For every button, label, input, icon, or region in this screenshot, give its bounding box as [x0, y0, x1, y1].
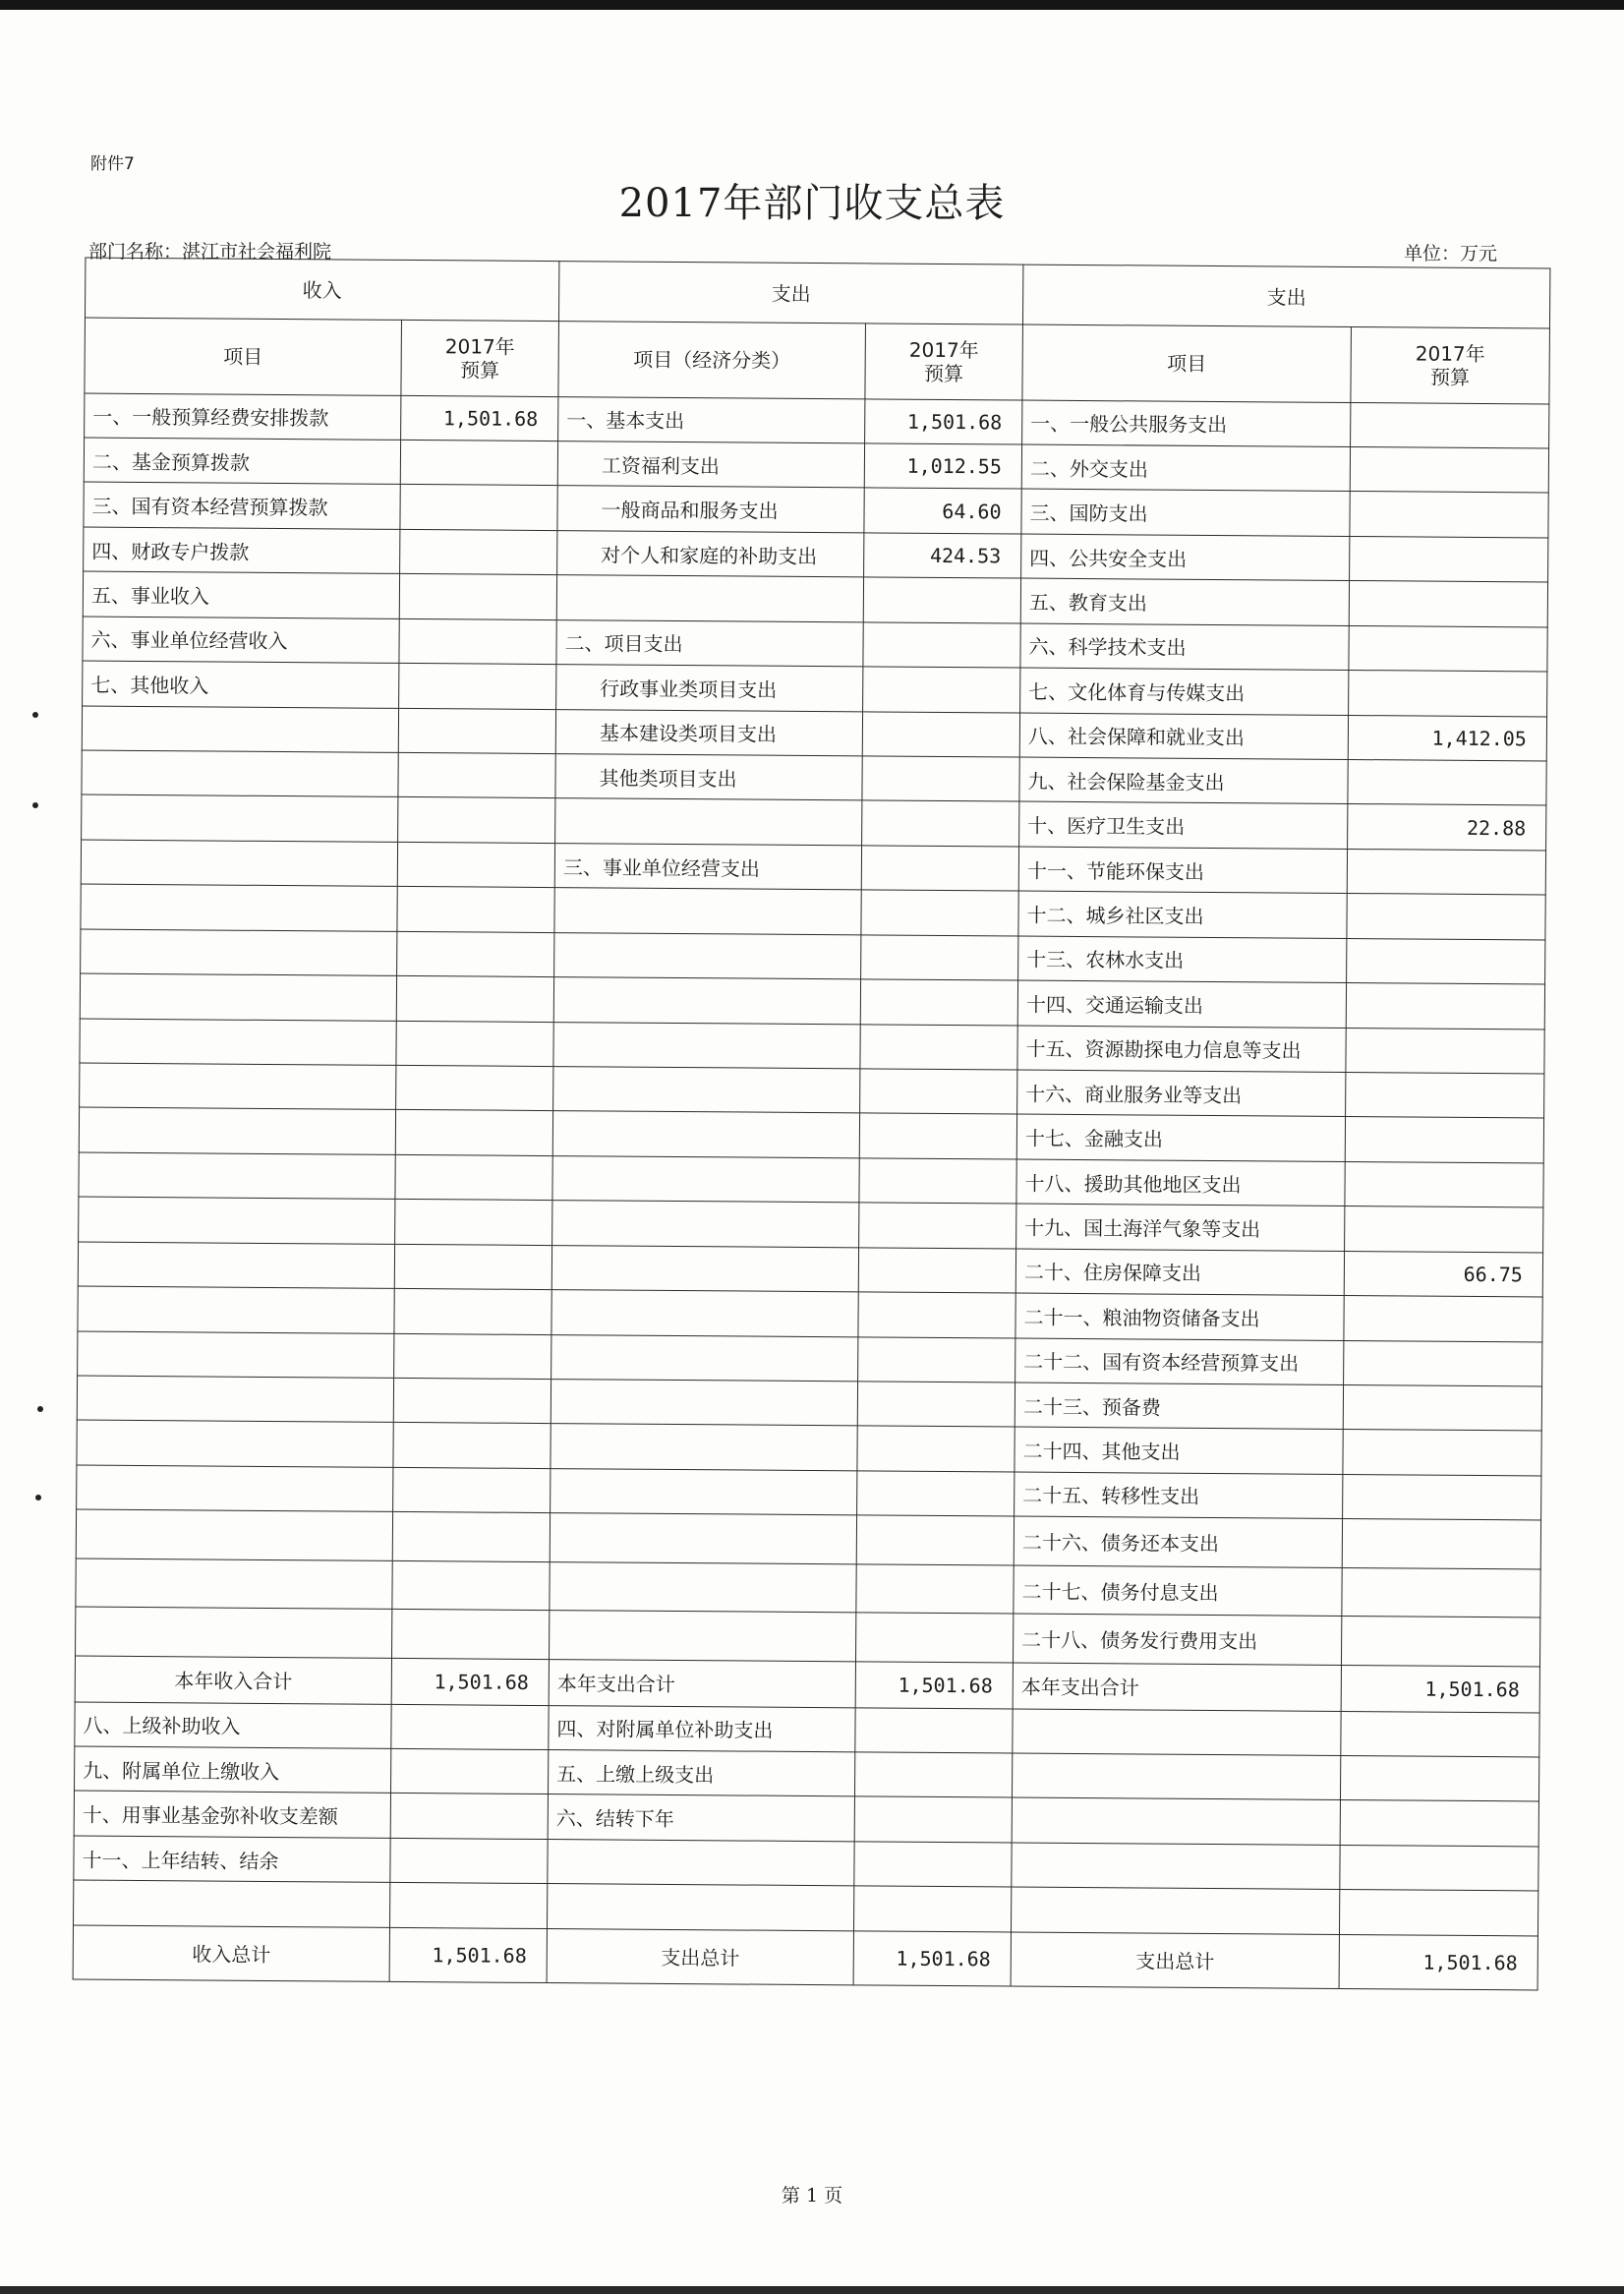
income-item-cell	[76, 1559, 392, 1610]
income-item-cell	[80, 1063, 396, 1110]
func-value-cell	[1350, 447, 1548, 494]
budget-table-sheet	[73, 258, 1550, 1991]
econ-value-cell	[862, 711, 1019, 757]
func-value-cell: 22.88	[1348, 804, 1546, 851]
income-value-cell	[394, 1288, 551, 1334]
econ-value-cell	[860, 1069, 1017, 1115]
func-value-cell	[1342, 1519, 1540, 1569]
econ-budget-header	[865, 323, 1023, 399]
func-item-cell: 二十三、预备费	[1015, 1382, 1343, 1430]
econ-value-cell	[863, 667, 1020, 713]
econ-item-cell	[556, 575, 863, 622]
income-item-cell	[79, 1152, 395, 1200]
func-item-cell: 十、医疗卫生支出	[1019, 801, 1348, 849]
income-item-cell: 十一、上年结转、结余	[74, 1836, 390, 1883]
func-item-cell	[1012, 1843, 1340, 1890]
econ-item-cell: 其他类项目支出	[555, 754, 862, 801]
income-item-cell: 六、事业单位经营收入	[83, 617, 399, 664]
func-item-cell: 四、公共安全支出	[1021, 534, 1350, 581]
func-item-cell: 二十、住房保障支出	[1015, 1249, 1344, 1296]
econ-item-cell	[551, 1424, 857, 1471]
func-value-cell	[1348, 760, 1546, 806]
econ-value-cell	[862, 756, 1019, 802]
income-item-cell	[76, 1607, 392, 1658]
income-value-cell	[396, 1065, 553, 1111]
income-item-cell	[79, 1107, 395, 1154]
income-item-cell	[79, 1197, 395, 1244]
department-name: 部门名称：湛江市社会福利院	[88, 241, 332, 263]
econ-item-cell	[550, 1611, 856, 1662]
income-value-cell	[397, 887, 554, 933]
income-value-cell	[399, 574, 556, 620]
func-item-cell: 十八、援助其他地区支出	[1016, 1159, 1345, 1206]
income-value-cell	[398, 708, 555, 754]
econ-value-cell	[863, 622, 1020, 669]
func-value-cell	[1340, 1800, 1538, 1847]
income-item-cell: 五、事业收入	[83, 571, 399, 618]
econ-item-cell	[553, 1067, 860, 1114]
econ-item-cell	[553, 977, 860, 1025]
income-grand-total-value: 1,501.68	[389, 1927, 547, 1982]
econ-item-cell	[554, 888, 861, 935]
econ-value-cell	[861, 890, 1018, 936]
econ-item-cell: 三、事业单位经营支出	[554, 843, 861, 890]
income-value-cell	[392, 1560, 550, 1611]
budget-label: 预算	[460, 357, 500, 382]
income-value-cell	[400, 529, 557, 575]
income-item-cell	[74, 1880, 390, 1927]
func-value-cell	[1343, 1384, 1541, 1431]
econ-value-cell	[856, 1564, 1014, 1615]
func-value-cell	[1349, 581, 1547, 627]
income-value-cell	[398, 797, 555, 844]
econ-value-cell: 424.53	[864, 533, 1021, 579]
income-item-cell: 三、国有资本经营预算拨款	[84, 483, 400, 530]
econ-value-cell	[853, 1886, 1011, 1932]
income-item-cell	[81, 840, 397, 887]
func-item-cell	[1013, 1709, 1341, 1756]
income-value-cell	[390, 1748, 548, 1794]
func-value-cell	[1341, 1617, 1539, 1667]
func-value-cell	[1346, 983, 1544, 1029]
econ-grand-total-label: 支出总计	[547, 1928, 853, 1985]
econ-item-cell	[554, 932, 861, 979]
econ-item-cell: 四、对附属单位补助支出	[549, 1705, 855, 1752]
func-value-cell	[1347, 894, 1545, 940]
func-value-cell	[1349, 625, 1547, 672]
func-value-cell	[1346, 1072, 1544, 1118]
income-value-cell	[390, 1838, 548, 1884]
income-value-cell	[400, 440, 557, 486]
func-value-cell	[1343, 1430, 1541, 1476]
econ-item-cell	[551, 1468, 857, 1515]
income-value-cell	[390, 1794, 548, 1840]
func-item-header: 项目	[1022, 324, 1352, 403]
scan-top-edge	[0, 0, 1624, 10]
year-income-total-label: 本年收入合计	[75, 1656, 391, 1704]
func-item-cell: 三、国防支出	[1021, 490, 1350, 537]
func-value-cell	[1345, 1117, 1543, 1163]
econ-value-cell	[857, 1471, 1015, 1517]
income-value-cell	[400, 485, 557, 531]
econ-value-cell	[860, 1024, 1017, 1070]
func-item-cell: 二十二、国有资本经营预算支出	[1015, 1338, 1344, 1385]
econ-item-cell	[552, 1155, 859, 1203]
econ-item-cell: 行政事业类项目支出	[556, 665, 863, 712]
income-item-cell: 八、上级补助收入	[75, 1702, 391, 1749]
econ-grand-total-value: 1,501.68	[853, 1931, 1011, 1986]
func-item-cell: 二十七、债务付息支出	[1014, 1565, 1342, 1617]
func-item-cell: 七、文化体育与传媒支出	[1020, 668, 1349, 715]
econ-value-cell	[857, 1426, 1015, 1472]
income-item-cell	[78, 1242, 394, 1289]
econ-item-cell: 一般商品和服务支出	[557, 486, 864, 533]
econ-item-cell: 五、上缴上级支出	[548, 1750, 854, 1797]
income-value-cell	[399, 618, 556, 665]
attachment-label: 附件7	[90, 154, 135, 174]
unit-label: 单位：万元	[1404, 243, 1498, 265]
income-value-cell	[397, 842, 554, 888]
income-item-cell: 四、财政专户拨款	[84, 527, 400, 574]
econ-item-cell: 二、项目支出	[556, 619, 863, 667]
sub-header-row	[85, 318, 1550, 404]
income-item-cell	[77, 1376, 393, 1423]
income-item-cell: 一、一般预算经费安排拨款	[85, 393, 401, 441]
func-item-cell: 五、教育支出	[1020, 578, 1349, 625]
func-item-cell: 十一、节能环保支出	[1018, 847, 1347, 894]
scan-speck	[37, 1406, 43, 1412]
budget-summary-table	[73, 258, 1551, 1991]
func-value-cell	[1340, 1756, 1538, 1802]
econ-value-cell	[854, 1752, 1012, 1798]
func-value-cell	[1341, 1711, 1539, 1757]
income-item-cell	[80, 1019, 396, 1066]
year-label: 2017年	[1415, 341, 1485, 366]
year-econ-total-label: 本年支出合计	[549, 1659, 855, 1707]
income-value-cell	[399, 664, 556, 710]
econ-value-cell	[859, 1158, 1016, 1205]
income-value-cell: 1,501.68	[401, 395, 558, 441]
econ-item-cell	[550, 1561, 856, 1613]
income-item-cell	[82, 750, 398, 797]
func-value-cell	[1350, 536, 1548, 582]
scan-speck	[35, 1495, 41, 1500]
econ-item-cell	[553, 1022, 860, 1069]
income-item-cell	[82, 794, 398, 842]
func-value-cell	[1346, 1028, 1544, 1074]
econ-value-cell	[858, 1292, 1015, 1338]
income-value-cell	[394, 1333, 551, 1380]
econ-value-cell: 1,501.68	[865, 399, 1022, 445]
func-item-cell: 二十八、债务发行费用支出	[1013, 1614, 1341, 1665]
func-value-cell	[1339, 1890, 1537, 1936]
income-item-cell	[82, 706, 398, 753]
budget-label: 预算	[1429, 365, 1471, 389]
expense-func-group-header: 支出	[1022, 265, 1549, 327]
econ-item-cell	[552, 1111, 859, 1158]
econ-value-cell	[861, 935, 1018, 981]
func-value-cell	[1343, 1474, 1541, 1520]
econ-value-cell	[858, 1336, 1015, 1382]
econ-value-cell	[858, 1248, 1015, 1294]
income-value-cell	[397, 931, 554, 977]
func-item-cell: 十五、资源勘探电力信息等支出	[1017, 1026, 1346, 1073]
econ-item-cell: 工资福利支出	[557, 441, 864, 489]
func-grand-total-value: 1,501.68	[1339, 1934, 1537, 1990]
year-label: 2017年	[444, 333, 515, 359]
econ-item-cell	[552, 1201, 859, 1248]
econ-value-cell: 1,012.55	[864, 443, 1021, 490]
income-item-cell	[78, 1331, 394, 1379]
func-item-cell: 二、外交支出	[1021, 444, 1350, 492]
scan-bottom-edge	[0, 2286, 1624, 2294]
econ-item-cell: 对个人和家庭的补助支出	[557, 530, 864, 577]
income-item-cell	[81, 884, 397, 931]
year-func-total-label: 本年支出合计	[1013, 1663, 1341, 1711]
income-value-cell	[393, 1378, 551, 1424]
scan-speck	[32, 802, 38, 808]
income-value-cell	[393, 1423, 551, 1469]
econ-item-cell	[550, 1513, 856, 1564]
year-econ-total-value: 1,501.68	[855, 1662, 1013, 1709]
func-value-cell	[1340, 1845, 1538, 1891]
func-item-cell: 十三、农林水支出	[1018, 936, 1347, 983]
income-value-cell	[396, 1021, 553, 1067]
econ-item-cell: 一、基本支出	[558, 396, 865, 443]
income-item-cell: 十、用事业基金弥补收支差额	[74, 1791, 390, 1838]
year-income-total-value: 1,501.68	[391, 1658, 549, 1705]
income-item-cell	[77, 1420, 393, 1467]
econ-value-cell	[854, 1842, 1012, 1888]
econ-item-cell	[555, 798, 862, 846]
scan-speck	[32, 712, 38, 718]
budget-label: 预算	[924, 361, 964, 385]
func-value-cell	[1345, 1161, 1543, 1207]
econ-value-cell	[855, 1613, 1013, 1663]
econ-item-cell	[548, 1839, 854, 1886]
econ-value-cell	[856, 1515, 1014, 1565]
econ-item-cell	[551, 1290, 858, 1337]
income-item-cell	[81, 929, 397, 976]
income-value-cell	[395, 1200, 552, 1246]
income-grand-total-label: 收入总计	[73, 1925, 389, 1982]
func-value-cell	[1349, 671, 1547, 717]
func-value-cell: 66.75	[1344, 1251, 1542, 1297]
expense-econ-group-header: 支出	[558, 262, 1022, 324]
income-value-cell	[392, 1512, 550, 1562]
year-func-total-value: 1,501.68	[1341, 1665, 1539, 1712]
income-value-cell	[395, 1110, 552, 1156]
income-group-header: 收入	[85, 258, 558, 321]
econ-item-header: 项目（经济分类）	[558, 321, 866, 398]
econ-value-cell	[854, 1796, 1012, 1843]
econ-value-cell: 64.60	[864, 488, 1021, 534]
func-item-cell: 十二、城乡社区支出	[1018, 891, 1347, 938]
func-item-cell: 十六、商业服务业等支出	[1017, 1070, 1346, 1117]
income-item-cell	[77, 1465, 393, 1512]
econ-item-cell	[547, 1884, 853, 1931]
income-value-cell	[391, 1704, 549, 1750]
func-item-cell: 十九、国土海洋气象等支出	[1016, 1204, 1345, 1251]
func-value-cell	[1342, 1567, 1540, 1618]
econ-value-cell	[855, 1707, 1013, 1753]
func-value-cell	[1344, 1296, 1542, 1342]
func-item-cell: 六、科学技术支出	[1020, 623, 1349, 671]
econ-item-cell	[551, 1245, 858, 1292]
func-grand-total-label: 支出总计	[1011, 1932, 1339, 1989]
income-value-cell	[393, 1467, 551, 1513]
econ-value-cell	[862, 800, 1019, 847]
income-value-cell	[394, 1244, 551, 1290]
grand-total-row	[73, 1925, 1537, 1990]
econ-item-cell: 六、结转下年	[548, 1794, 854, 1842]
func-item-cell: 二十四、其他支出	[1015, 1427, 1343, 1474]
func-value-cell	[1350, 492, 1548, 538]
income-item-cell: 七、其他收入	[83, 661, 399, 708]
income-value-cell	[395, 1154, 552, 1201]
func-item-cell	[1012, 1753, 1340, 1800]
income-item-cell: 二、基金预算拨款	[84, 438, 400, 485]
func-item-cell: 十七、金融支出	[1016, 1114, 1345, 1161]
func-item-cell: 十四、交通运输支出	[1017, 980, 1346, 1028]
func-item-cell: 二十六、债务还本支出	[1014, 1516, 1342, 1567]
func-value-cell	[1345, 1206, 1543, 1253]
income-value-cell	[392, 1610, 550, 1660]
page-title: 2017年部门收支总表	[618, 181, 1006, 226]
econ-item-cell: 基本建设类项目支出	[555, 709, 862, 756]
func-value-cell	[1344, 1340, 1542, 1386]
func-item-cell	[1011, 1887, 1339, 1934]
func-item-cell: 九、社会保险基金支出	[1019, 757, 1348, 804]
page-number: 第 1 页	[781, 2185, 843, 2206]
func-value-cell: 1,412.05	[1348, 715, 1546, 761]
year-label: 2017年	[908, 337, 979, 362]
econ-item-cell	[551, 1334, 858, 1382]
func-value-cell	[1351, 402, 1549, 448]
func-item-cell: 八、社会保障和就业支出	[1019, 713, 1348, 760]
income-item-cell	[76, 1509, 392, 1560]
econ-item-cell	[551, 1379, 857, 1426]
func-value-cell	[1347, 938, 1545, 984]
func-item-cell: 二十一、粮油物资储备支出	[1015, 1293, 1344, 1340]
econ-value-cell	[860, 979, 1017, 1026]
func-budget-header	[1351, 326, 1550, 404]
func-item-cell	[1012, 1797, 1340, 1845]
econ-value-cell	[859, 1113, 1016, 1159]
func-item-cell: 一、一般公共服务支出	[1022, 400, 1351, 447]
income-value-cell	[389, 1883, 547, 1929]
income-budget-header	[401, 320, 559, 396]
income-item-header: 项目	[85, 318, 402, 395]
econ-value-cell	[863, 577, 1020, 623]
econ-value-cell	[859, 1203, 1016, 1249]
income-item-cell	[80, 973, 396, 1021]
econ-value-cell	[861, 846, 1018, 892]
income-value-cell	[398, 752, 555, 798]
income-item-cell: 九、附属单位上缴收入	[75, 1746, 391, 1794]
group-header-row	[85, 258, 1549, 327]
func-item-cell: 二十五、转移性支出	[1015, 1472, 1343, 1519]
func-value-cell	[1347, 849, 1545, 895]
income-item-cell	[78, 1286, 394, 1333]
income-value-cell	[396, 976, 553, 1023]
econ-value-cell	[857, 1382, 1015, 1428]
